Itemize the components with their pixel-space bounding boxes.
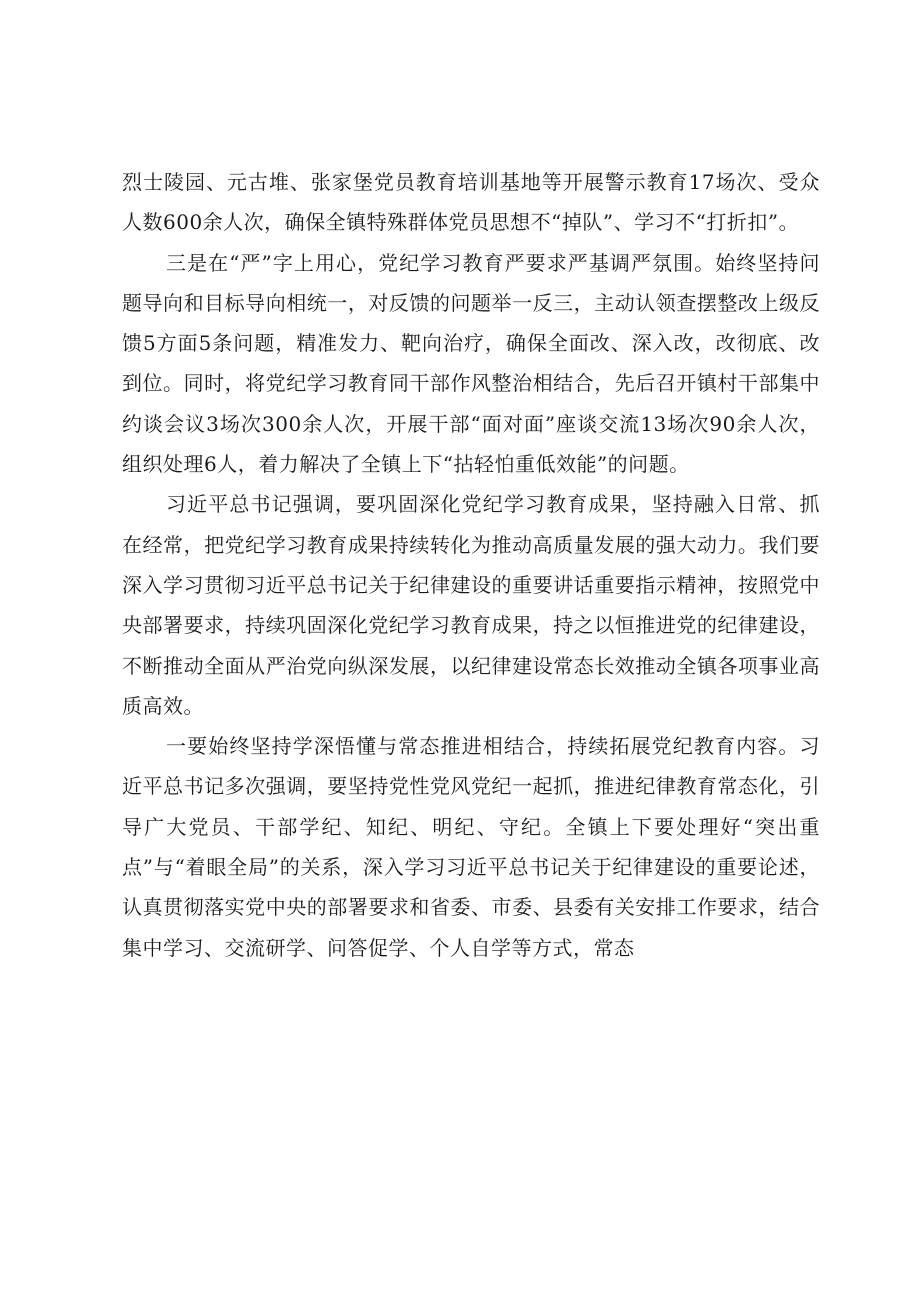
paragraph-4: 一要始终坚持学深悟懂与常态推进相结合，持续拓展党纪教育内容。习近平总书记多次强调，要坚持党性党风党纪一起抓，推进纪律教育常态化，引导广大党员、干部学纪、知纪、明纪、守纪。全镇上下要处理好“突出重点”与“着眼全局”的关系，深入学习习近平总书记关于纪律建设的重要论述，认真贯彻落实党中央的部署要求和省委、市委、县委有关安排工作要求，结合集中学习、交流研学、问答促学、个人自学等方式，常态 [122, 734, 820, 960]
paragraph-2: 三是在“严”字上用心，党纪学习教育严要求严基调严氛围。始终坚持问题导向和目标导向相统一，对反馈的问题举一反三，主动认领查摆整改上级反馈5方面5条问题，精准发力、靶向治疗，确保全面改、深入改，改彻底、改到位。同时，将党纪学习教育同干部作风整治相结合，先后召开镇村干部集中约谈会议3场次300余人次，开展干部“面对面”座谈交流13场次90余人次，组织处理6人，着力解决了全镇上下“拈轻怕重低效能”的问题。 [122, 250, 820, 477]
paragraph-1: 烈士陵园、元古堆、张家堡党员教育培训基地等开展警示教育17场次、受众人数600余人次，确保全镇特殊群体党员思想不“掉队”、学习不“打折扣”。 [122, 170, 820, 235]
document-body [122, 162, 820, 968]
paragraph-3: 习近平总书记强调，要巩固深化党纪学习教育成果，坚持融入日常、抓在经常，把党纪学习教育成果持续转化为推动高质量发展的强大动力。我们要深入学习贯彻习近平总书记关于纪律建设的重要讲话重要指示精神，按照党中央部署要求，持续巩固深化党纪学习教育成果，持之以恒推进党的纪律建设，不断推动全面从严治党向纵深发展，以纪律建设常态长效推动全镇各项事业高质高效。 [122, 492, 820, 718]
